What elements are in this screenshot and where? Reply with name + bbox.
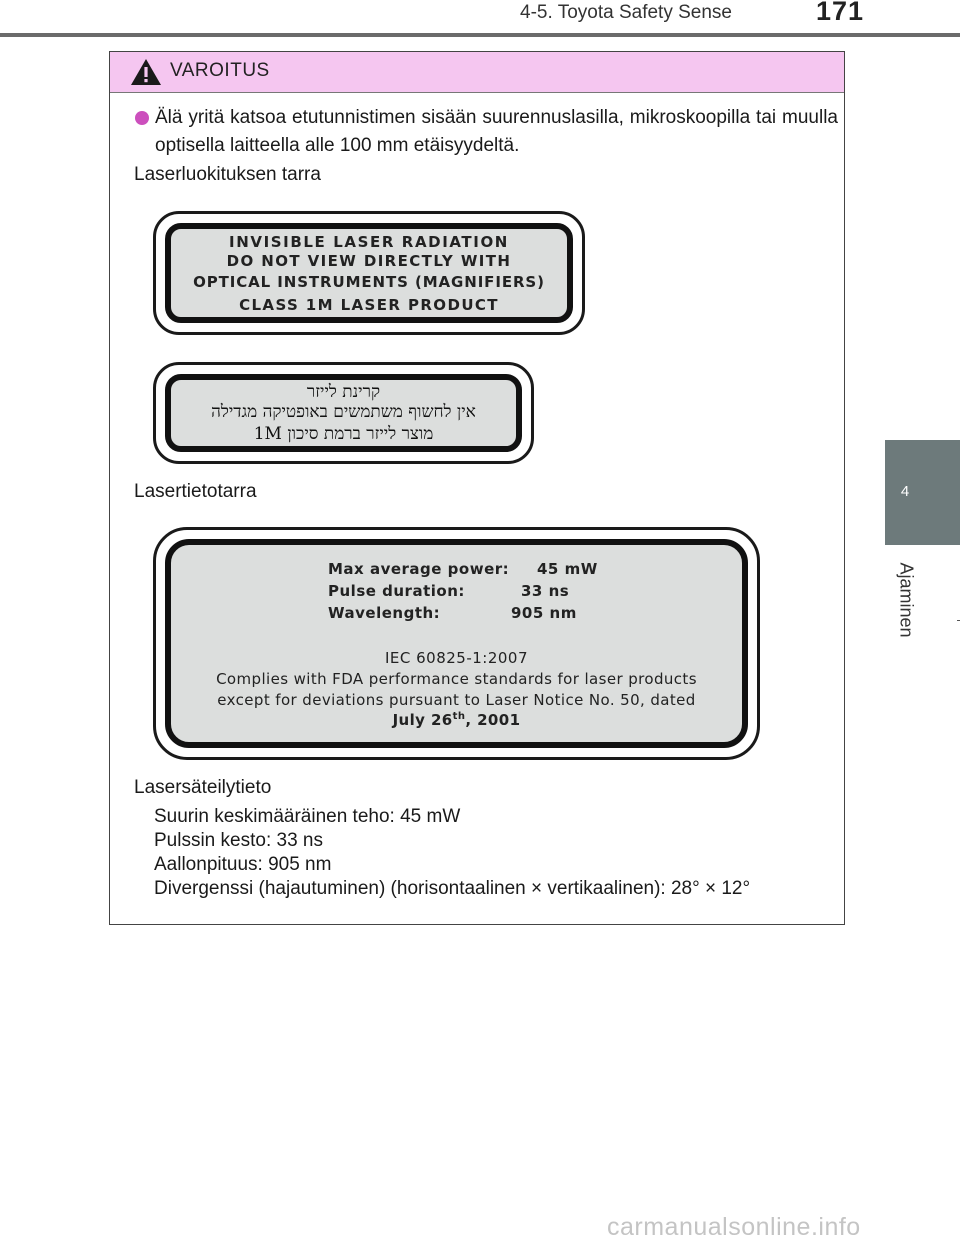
radiation-specs — [154, 805, 750, 901]
page-number: 171 — [815, 0, 865, 26]
chapter-label-text: Ajaminen — [896, 562, 917, 638]
date-superscript: th — [452, 711, 466, 722]
classification-label-heading: Laserluokituksen tarra — [134, 164, 321, 185]
fda-line: Complies with FDA performance standards for laser products — [216, 670, 697, 688]
warning-header — [110, 52, 844, 93]
power-value: 45 mW — [537, 560, 598, 578]
laser-info-label — [153, 527, 760, 760]
fda-line: except for deviations pursuant to Laser Notice No. 50, dated — [217, 691, 696, 709]
label-line: קרינת לייזר — [306, 382, 381, 402]
section-title: 4-5. Toyota Safety Sense — [520, 2, 732, 23]
spec-line: Aallonpituus: 905 nm — [154, 854, 332, 875]
warning-triangle-icon — [130, 58, 162, 86]
laser-warning-label-english — [153, 211, 585, 335]
radiation-heading: Lasersäteilytieto — [134, 777, 272, 798]
label-line: DO NOT VIEW DIRECTLY WITH — [226, 252, 512, 270]
header-divider — [0, 33, 960, 37]
label-panel — [165, 539, 748, 748]
label-line: מוצר לייזר ברמת סיכון 1M — [253, 424, 434, 444]
wavelength-key: Wavelength: — [328, 604, 441, 622]
label-panel — [165, 374, 522, 452]
date-line — [171, 711, 742, 729]
power-key: Max average power: — [328, 560, 510, 578]
standard-line: IEC 60825-1:2007 — [384, 649, 529, 667]
label-line: אין לחשוף משתמשים באופטיקה מגדילה — [211, 402, 476, 422]
warning-bullet-text: Älä yritä katsoa etutunnistimen sisään suurennuslasilla, mikroskoopilla tai muulla optisella laitteella alle 100 mm etäisyydeltä. — [155, 107, 838, 156]
date-suffix: , 2001 — [465, 711, 521, 729]
chapter-label — [892, 555, 920, 645]
label-line: CLASS 1M LASER PRODUCT — [239, 296, 499, 314]
label-line: OPTICAL INSTRUMENTS (MAGNIFIERS) — [193, 273, 545, 291]
info-label-heading: Lasertietotarra — [134, 481, 257, 502]
bullet-icon — [135, 111, 149, 125]
laser-warning-label-hebrew — [153, 362, 534, 464]
label-panel — [165, 223, 573, 323]
pulse-value: 33 ns — [521, 582, 570, 600]
warning-heading: VAROITUS — [170, 60, 270, 81]
spec-line: Suurin keskimääräinen teho: 45 mW — [154, 806, 461, 827]
spec-line: Divergenssi (hajautuminen) (horisontaalinen × vertikaalinen): 28° × 12° — [154, 878, 751, 899]
date-prefix: July 26 — [392, 711, 453, 729]
watermark: carmanualsonline.info — [607, 1213, 861, 1241]
label-line: INVISIBLE LASER RADIATION — [229, 233, 509, 251]
chapter-number: 4 — [900, 483, 910, 500]
spec-line: Pulssin kesto: 33 ns — [154, 830, 323, 851]
pulse-key: Pulse duration: — [328, 582, 465, 600]
wavelength-value: 905 nm — [511, 604, 577, 622]
